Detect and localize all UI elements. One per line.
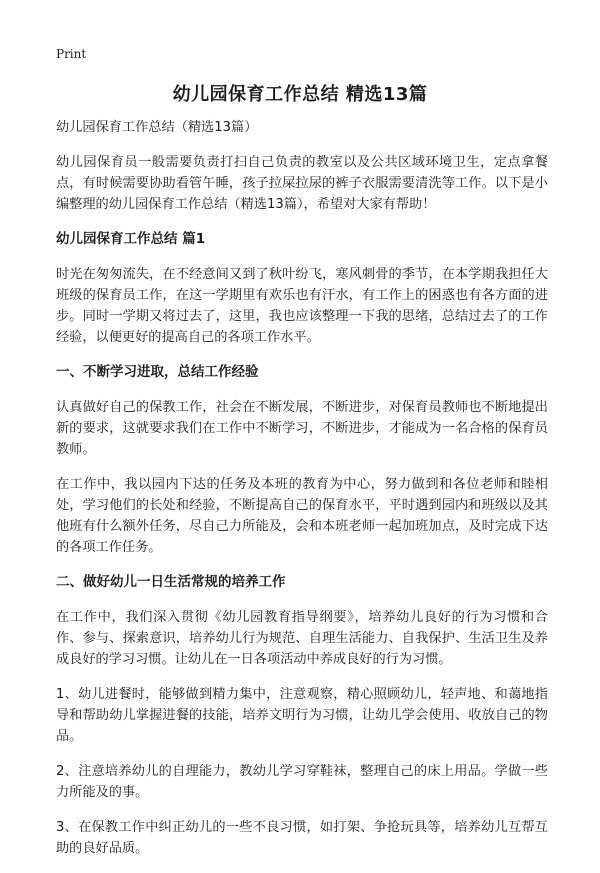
subsection-heading: 二、做好幼儿一日生活常规的培养工作 — [56, 574, 286, 590]
section-heading: 幼儿园保育工作总结 篇1 — [56, 231, 206, 247]
list-item: 1、幼儿进餐时，能够做到精力集中，注意观察，精心照顾幼儿，轻声地、和蔼地指导和帮助幼儿掌握进餐的技能，培养文明行为习惯，让幼儿学会使用、收放自己的物品。 — [56, 687, 548, 744]
list-item: 2、注意培养幼儿的自理能力，教幼儿学习穿鞋袜，整理自己的床上用品。学做一些力所能及的事。 — [56, 764, 548, 800]
paragraph: 时光在匆匆流失，在不经意间又到了秋叶纷飞，寒风刺骨的季节，在本学期我担任大班级的保育员工作，在这一学期里有欢乐也有汗水，有工作上的困惑也有各方面的进步。同时一学期又将过去了，这里，我也应该整理一下我的思绪，总结过去了的工作经验，以便更好的提高自己的各项工作水平。 — [56, 267, 548, 345]
paragraph: 在工作中，我以园内下达的任务及本班的教育为中心，努力做到和各位老师和睦相处，学习他们的长处和经验，不断提高自己的保育水平，平时遇到园内和班级以及其他班有什么额外任务，尽自己力所能及，会和本班老师一起加班加点，及时完成下达的各项工作任务。 — [56, 477, 548, 555]
paragraph: 在工作中，我们深入贯彻《幼儿园教育指导纲要》，培养幼儿良好的行为习惯和合作、参与、探索意识，培养幼儿行为规范、自理生活能力、自我保护、生活卫生及养成良好的学习习惯。让幼儿在一日各项活动中养成良好的行为习惯。 — [56, 610, 548, 667]
print-link[interactable]: Print — [56, 47, 87, 61]
list-item: 3、在保教工作中纠正幼儿的一些不良习惯，如打架、争抢玩具等，培养幼儿互帮互助的良好品质。 — [56, 820, 548, 856]
article-subtitle: 幼儿园保育工作总结（精选13篇） — [56, 120, 258, 135]
subsection-heading: 一、不断学习进取，总结工作经验 — [56, 364, 259, 380]
intro-paragraph: 幼儿园保育员一般需要负责打扫自己负责的教室以及公共区域环境卫生，定点拿餐点，有时候需要协助看管午睡，孩子拉屎拉尿的裤子衣服需要清洗等工作。以下是小编整理的幼儿园保育工作总结（精选13篇），希望对大家有帮助！ — [56, 155, 548, 212]
article-body — [56, 117, 548, 873]
page-title: 幼儿园保育工作总结 精选13篇 — [172, 84, 428, 105]
paragraph: 认真做好自己的保教工作，社会在不断发展，不断进步，对保育员教师也不断地提出新的要求，这就要求我们在工作中不断学习，不断进步，才能成为一名合格的保育员教师。 — [56, 400, 548, 457]
